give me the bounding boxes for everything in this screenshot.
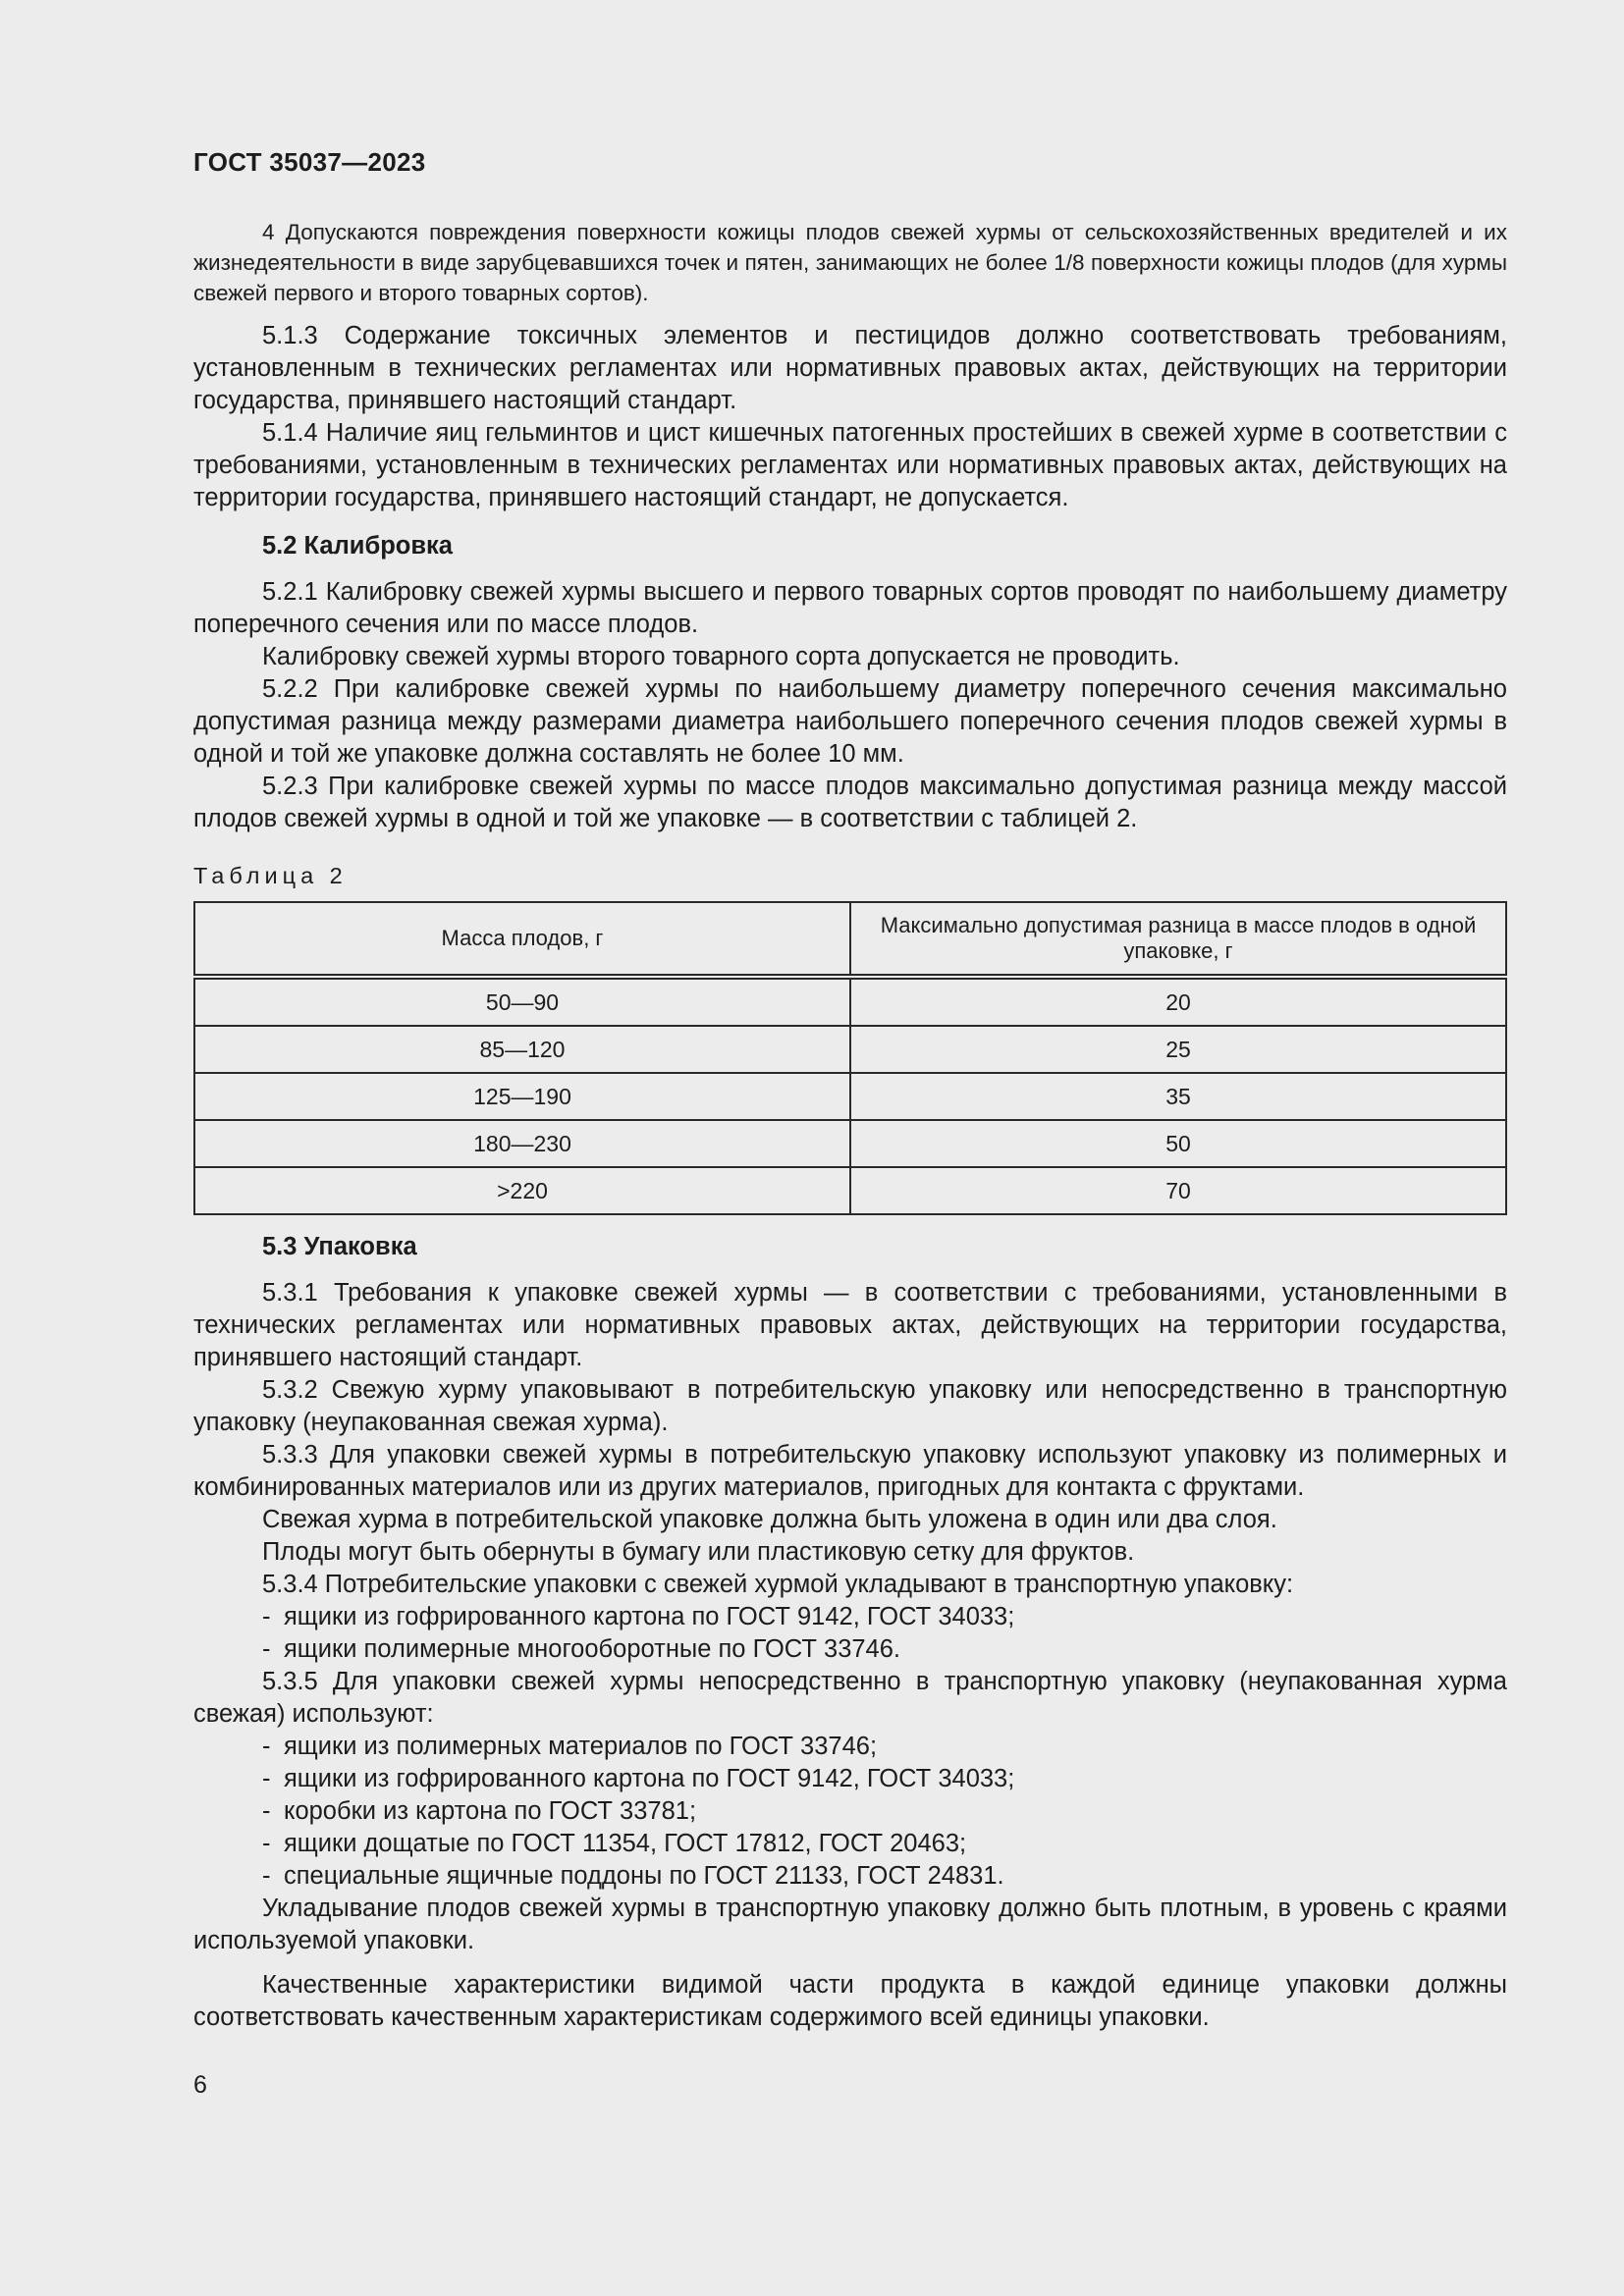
paragraph-5-1-3: 5.1.3 Содержание токсичных элементов и пестицидов должно соответствовать требованиям, установленным в технических регламентах или нормативных правовых актах, действующих на территории государства, принявшего настоящий стандарт.: [193, 322, 1507, 414]
table-row: [194, 1073, 1506, 1120]
section-heading-calibration: 5.2 Калибровка: [262, 532, 453, 560]
table-cell-mass: 180—230: [194, 1120, 850, 1167]
paragraph-5-3-1: 5.3.1 Требования к упаковке свежей хурмы — в соответствии с требованиями, установленными в технических регламентах или нормативных правовых актах, действующих на территории государства, принявшего настоящий стандарт.: [193, 1279, 1507, 1371]
paragraph-5-1-4: 5.1.4 Наличие яиц гельминтов и цист кишечных патогенных простейших в свежей хурме в соответствии с требованиями, установленным в технических регламентах или нормативных правовых актах, действующих на территории государства, принявшего настоящий стандарт, не допускается.: [193, 419, 1507, 511]
page-content: [193, 147, 1507, 2034]
paragraph-5-2-1: 5.2.1 Калибровку свежей хурмы высшего и первого товарных сортов проводят по наибольшему диаметру поперечного сечения или по массе плодов.: [193, 578, 1507, 638]
table-cell-mass: 50—90: [194, 977, 850, 1026]
paragraph-5-3-3: 5.3.3 Для упаковки свежей хурмы в потребительскую упаковку используют упаковку из полимерных и комбинированных материалов или из других материалов, пригодных для контакта с фруктами.: [193, 1441, 1507, 1501]
paragraph-5-3-4: 5.3.4 Потребительские упаковки с свежей хурмой укладывают в транспортную упаковку:: [262, 1571, 1294, 1598]
column-header-max-difference: Максимально допустимая разница в массе плодов в одной упаковке, г: [850, 902, 1506, 977]
transport-packaging-list: [193, 1601, 1507, 1666]
paragraph-5-2-1-b: Калибровку свежей хурмы второго товарного сорта допускается не проводить.: [262, 643, 1180, 670]
table-row: [194, 1026, 1506, 1073]
table-row: [194, 1120, 1506, 1167]
table-row: [194, 977, 1506, 1026]
list-item: - ящики дощатые по ГОСТ 11354, ГОСТ 17812, ГОСТ 20463;: [262, 1828, 1507, 1860]
page-number: 6: [193, 2071, 207, 2099]
table-header-row: [194, 902, 1506, 977]
paragraph-5-3-5-b: Укладывание плодов свежей хурмы в транспортную упаковку должно быть плотным, в уровень с краями используемой упаковки.: [193, 1895, 1507, 1954]
section-heading-packaging: 5.3 Упаковка: [262, 1233, 417, 1260]
list-item: - ящики полимерные многооборотные по ГОСТ 33746.: [262, 1633, 1507, 1666]
unpacked-packaging-list: [193, 1731, 1507, 1893]
list-item: - специальные ящичные поддоны по ГОСТ 21133, ГОСТ 24831.: [262, 1860, 1507, 1893]
paragraph-5-3-3-c: Плоды могут быть обернуты в бумагу или пластиковую сетку для фруктов.: [262, 1538, 1135, 1566]
table-caption: Таблица 2: [193, 863, 348, 888]
paragraph-5-3-2: 5.3.2 Свежую хурму упаковывают в потребительскую упаковку или непосредственно в транспортную упаковку (неупакованная свежая хурма).: [193, 1376, 1507, 1436]
table-cell-difference: 20: [850, 977, 1506, 1026]
table-cell-difference: 25: [850, 1026, 1506, 1073]
table-cell-mass: >220: [194, 1167, 850, 1214]
column-header-mass: Масса плодов, г: [194, 902, 850, 977]
list-item: - коробки из картона по ГОСТ 33781;: [262, 1795, 1507, 1828]
table-cell-difference: 70: [850, 1167, 1506, 1214]
list-item: - ящики из гофрированного картона по ГОСТ 9142, ГОСТ 34033;: [262, 1601, 1507, 1633]
table-row: [194, 1167, 1506, 1214]
paragraph-5-3-5-c: Качественные характеристики видимой части продукта в каждой единице упаковки должны соответствовать качественным характеристикам содержимого всей единицы упаковки.: [193, 1971, 1507, 2031]
mass-difference-table: [193, 901, 1507, 1215]
list-item: - ящики из полимерных материалов по ГОСТ 33746;: [262, 1731, 1507, 1763]
paragraph-5-3-3-b: Свежая хурма в потребительской упаковке должна быть уложена в один или два слоя.: [262, 1506, 1277, 1533]
paragraph-5-2-3: 5.2.3 При калибровке свежей хурмы по массе плодов максимально допустимая разница между массой плодов свежей хурмы в одной и той же упаковке — в соответствии с таблицей 2.: [193, 773, 1507, 832]
paragraph-5-3-5: 5.3.5 Для упаковки свежей хурмы непосредственно в транспортную упаковку (неупакованная хурма свежая) используют:: [193, 1668, 1507, 1728]
table-note: 4 Допускаются повреждения поверхности кожицы плодов свежей хурмы от сельскохозяйственных вредителей и их жизнедеятельности в виде зарубцевавшихся точек и пятен, занимающих не более 1/8 поверхности кожицы плодов (для хурмы свежей первого и второго товарных сортов).: [193, 220, 1507, 305]
table-cell-mass: 125—190: [194, 1073, 850, 1120]
table-cell-difference: 35: [850, 1073, 1506, 1120]
document-header: ГОСТ 35037—2023: [193, 147, 426, 177]
list-item: - ящики из гофрированного картона по ГОСТ 9142, ГОСТ 34033;: [262, 1763, 1507, 1795]
table-cell-difference: 50: [850, 1120, 1506, 1167]
paragraph-5-2-2: 5.2.2 При калибровке свежей хурмы по наибольшему диаметру поперечного сечения максимально допустимая разница между размерами диаметра наибольшего поперечного сечения плодов свежей хурмы в одной и той же упаковке должна составлять не более 10 мм.: [193, 675, 1507, 768]
table-cell-mass: 85—120: [194, 1026, 850, 1073]
